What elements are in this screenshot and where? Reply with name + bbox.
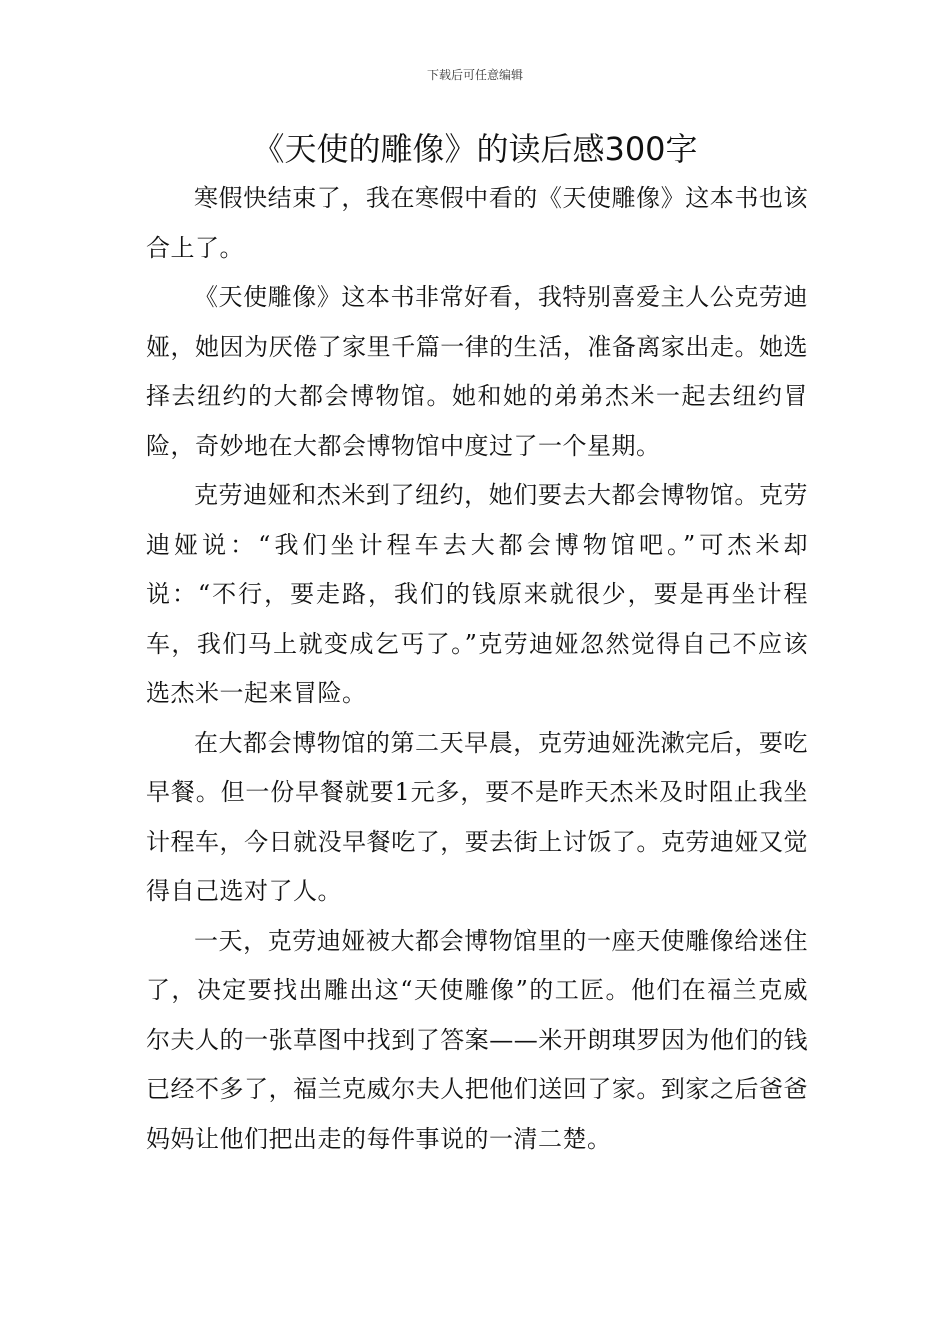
document-title: 《天使的雕像》的读后感300字: [252, 130, 698, 168]
paragraph-5: 一天，克劳迪娅被大都会博物馆里的一座天使雕像给迷住了，决定要找出雕出这“天使雕像”的工匠。他们在福兰克威尔夫人的一张草图中找到了答案——米开朗琪罗因为他们的钱已经不多了，福兰克威尔夫人把他们送回了家。到家之后爸爸妈妈让他们把出走的每件事说的一清二楚。: [146, 926, 808, 1153]
paragraph-2: 《天使雕像》这本书非常好看，我特别喜爱主人公克劳迪娅，她因为厌倦了家里千篇一律的生活，准备离家出走。她选择去纽约的大都会博物馆。她和她的弟弟杰米一起去纽约冒险，奇妙地在大都会博物馆中度过了一个星期。: [146, 283, 808, 460]
paragraph-3: 克劳迪娅和杰米到了纽约，她们要去大都会博物馆。克劳迪娅说：“我们坐计程车去大都会博物馆吧。”可杰米却说：“不行，要走路，我们的钱原来就很少，要是再坐计程车，我们马上就变成乞丐了。”克劳迪娅忽然觉得自己不应该选杰米一起来冒险。: [146, 481, 808, 707]
header-note: 下载后可任意编辑: [426, 68, 523, 82]
paragraph-4: 在大都会博物馆的第二天早晨，克劳迪娅洗漱完后，要吃早餐。但一份早餐就要1元多，要不是昨天杰米及时阻止我坐计程车，今日就没早餐吃了，要去街上讨饭了。克劳迪娅又觉得自己选对了人。: [146, 728, 808, 905]
document-body: [146, 174, 808, 1164]
paragraph-1: 寒假快结束了，我在寒假中看的《天使雕像》这本书也该合上了。: [146, 184, 808, 262]
